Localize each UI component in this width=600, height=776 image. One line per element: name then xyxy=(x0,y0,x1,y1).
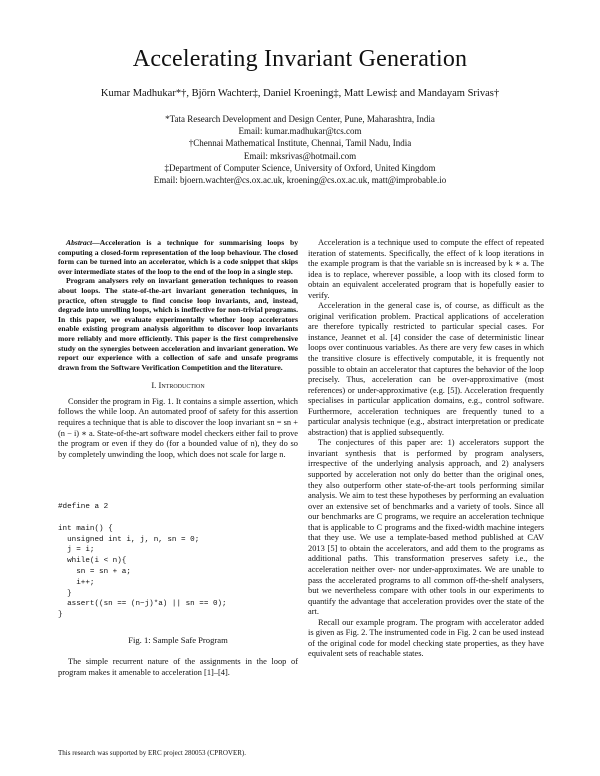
body-paragraph: Acceleration in the general case is, of course, as difficult as the original verification problem. Practical applications of acceleration are therefore typically restricted to particular special cases. For instance, Jeannet et al. [4] consider the case of deterministic linear loops over continuous variables. As there are very few cases in which the transitive closure is effectively computable, it is frequently not possible to obtain an accelerator that captures the behavior of the loop precisely. Thus, acceleration can be over-approximative (most references) or under-approximative (e.g. [5]). Acceleration frequently specialises in particular application domains, e.g., control software. Furthermore, acceleration techniques are frequently tuned to a particular analysis technique (e.g., abstract interpretation or predicate abstraction) that is applied subsequently. xyxy=(308,301,544,437)
code-line: #define a 2 xyxy=(58,503,109,512)
code-listing xyxy=(58,502,298,621)
abstract-text: —Acceleration is a technique for summarising loops by computing a closed-form representation of the loop behaviour. The closed form can be turned into an accelerator, which is a code snippet that skips over intermediate states of the loop to the end of the loop in a single step. xyxy=(58,238,298,276)
footnote: This research was supported by ERC project 280053 (CPROVER). xyxy=(58,749,246,757)
code-line: } xyxy=(58,589,72,598)
affiliation-line: ‡Department of Computer Science, University of Oxford, United Kingdom xyxy=(164,162,436,173)
code-line: assert((sn == (n−j)*a) || sn == 0); xyxy=(58,600,227,609)
affiliation-line: *Tata Research Development and Design Center, Pune, Maharashtra, India xyxy=(165,114,435,124)
body-paragraph: Recall our example program. The program with accelerator added is given as Fig. 2. The instrumented code in Fig. 2 can be used instead of the original code for model checking state properties, as they have equivalent sets of reachable states. xyxy=(308,617,544,659)
affiliation-email: Email: kumar.madhukar@tcs.com xyxy=(238,126,362,137)
abstract-paragraph xyxy=(58,238,298,276)
body-paragraph: Consider the program in Fig. 1. It contains a simple assertion, which follows the while loop. An automated proof of safety for this assertion requires a technique that is able to discover the loop invariant sn = sn + (n − i) ∗ a. State-of-the-art software model checkers either fail to prove the program or even if they do (for a bounded value of n), they do so by completely unwinding the loop, which does not scale for large n. xyxy=(58,396,298,459)
right-column xyxy=(308,238,544,660)
code-line: while(i < n){ xyxy=(58,557,127,566)
code-line: unsigned int i, j, n, sn = 0; xyxy=(58,535,200,544)
affiliations xyxy=(0,113,600,186)
code-line: } xyxy=(58,611,63,620)
code-line: int main() { xyxy=(58,524,113,533)
abstract xyxy=(58,238,298,372)
code-line: j = i; xyxy=(58,546,95,555)
section-heading: I. Introduction xyxy=(151,380,205,391)
affiliation-email: Email: mksrivas@hotmail.com xyxy=(243,150,357,161)
author-list: Kumar Madhukar*†, Björn Wachter‡, Daniel Kroening‡, Matt Lewis‡ and Mandayam Srivas† xyxy=(100,88,500,99)
body-paragraph: The simple recurrent nature of the assignments in the loop of program makes it amenable to acceleration [1]–[4]. xyxy=(58,657,298,677)
figure-caption: Fig. 1: Sample Safe Program xyxy=(128,634,228,645)
body-paragraph: Acceleration is a technique used to compute the effect of repeated iteration of statements. Specifically, the effect of k loop iterations in the example program is that the variable sn is increased by k ∗ a. The idea is to replace, wherever possible, a loop with its closed form to obtain an equivalent accelerated program that is hopefully easier to verify. xyxy=(308,238,544,300)
left-column xyxy=(58,238,298,679)
abstract-paragraph: Program analysers rely on invariant generation techniques to reason about loops. The state-of-the-art invariant generation techniques, in practice, often struggle to find concise loop invariants, and, instead, degrade into unrolling loops, which is ineffective for non-trivial programs. In this paper, we evaluate experimentally whether loop accelerators enable existing program analysis algorithm to discover loop invariants more reliably and more efficiently. This paper is the first comprehensive study on the synergies between acceleration and invariant generation. We report our experience with a collection of safe and unsafe programs drawn from the Software Verification Competition and the literature. xyxy=(58,276,298,372)
affiliation-email: Email: bjoern.wachter@cs.ox.ac.uk, kroening@cs.ox.ac.uk, matt@improbable.io xyxy=(153,175,447,186)
abstract-label: Abstract xyxy=(66,238,93,247)
code-line: sn = sn + a; xyxy=(58,567,131,576)
body-paragraph: The conjectures of this paper are: 1) accelerators support the invariant synthesis that is performed by program analysers, irrespective of the underlying analysis approach, and 2) analysers supported by acceleration not only do better than the original ones, they also outperform other state-of-the-art tools performing similar analysis. We aim to test these hypotheses by performing an evaluation over an extensive set of benchmarks and a variety of tools. Since all our benchmarks are C programs, we require an acceleration technique that is applicable to C programs and the fixed-width machine integers that they use. We use a template-based method published at CAV 2013 [5] to obtain the accelerators, and add them to the programs as additional paths. This transformation preserves safety i.e., the acceleration neither over- nor under-approximates. We are unable to pass the accelerated programs to all common off-the-shelf analysers, but we nevertheless compare with other tools in our experiments to quantify the advantage that acceleration provides over the state of the art. xyxy=(308,438,544,617)
code-line: i++; xyxy=(58,578,95,587)
affiliation-line: †Chennai Mathematical Institute, Chennai, Tamil Nadu, India xyxy=(188,138,412,149)
paper-title: Accelerating Invariant Generation xyxy=(132,46,468,72)
